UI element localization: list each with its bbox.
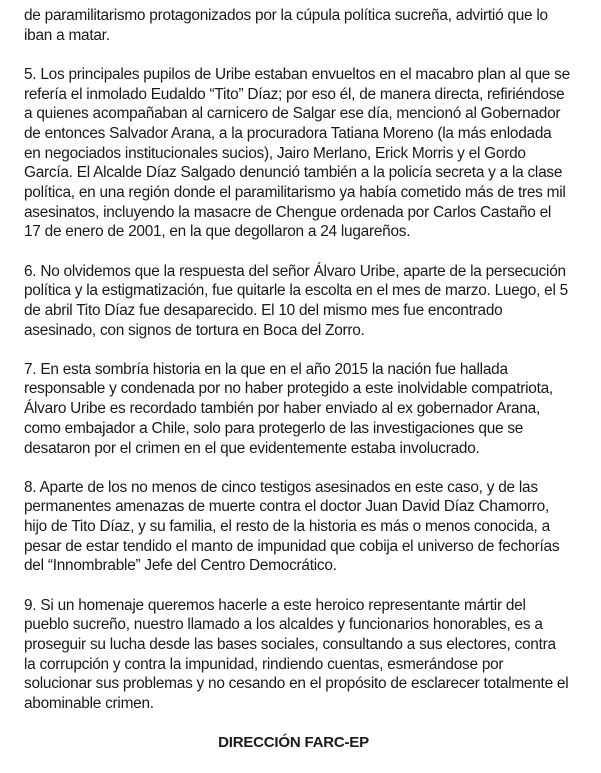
- text-line: la corrupción y contra la impunidad, rindiendo cuentas, esmerándose por: [24, 655, 504, 673]
- text-line: en negociados institucionales sucios), Jairo Merlano, Erick Morris y el Gordo: [24, 144, 526, 162]
- text-line: política y la estigmatización, fue quitarle la escolta en el mes de marzo. Luego, el 5: [24, 282, 568, 300]
- text-line: 17 de enero de 2001, en la que degollaron a 24 lugareños.: [24, 223, 411, 241]
- text-line: 5. Los principales pupilos de Uribe estaban envueltos en el macabro plan al que se: [24, 65, 570, 83]
- text-line: solucionar sus problemas y no cesando en el propósito de esclarecer totalmente el: [24, 675, 569, 693]
- text-line: de paramilitarismo protagonizados por la cúpula política sucreña, advirtió que lo: [24, 7, 548, 24]
- text-line: del “Innombrable” Jefe del Centro Democrático.: [24, 557, 337, 575]
- text-line: abominable crimen.: [24, 695, 154, 713]
- text-line: 8. Aparte de los no menos de cinco testigos asesinados en este caso, y de las: [24, 478, 538, 496]
- text-line: a quienes acompañaban al carnicero de Salgar ese día, mencionó al Gobernador: [24, 105, 561, 123]
- signature-text: DIRECCIÓN FARC-EP: [218, 734, 369, 752]
- paragraph-p6: [24, 262, 584, 341]
- text-line: Álvaro Uribe es recordado también por haber enviado al ex gobernador Arana,: [24, 400, 540, 418]
- text-line: de entonces Salvador Arana, a la procuradora Tatiana Moreno (la más enlodada: [24, 124, 552, 142]
- paragraph-p7: [24, 360, 584, 459]
- document-body: [24, 0, 584, 714]
- text-line: asesinatos, incluyendo la masacre de Chengue ordenada por Carlos Castaño el: [24, 203, 552, 221]
- text-line: de abril Tito Díaz fue desaparecido. El 10 del mismo mes fue encontrado: [24, 301, 503, 319]
- text-line: 9. Si un homenaje queremos hacerle a este heroico representante mártir del: [24, 596, 526, 614]
- paragraph-p9: [24, 596, 584, 714]
- text-line: refería el inmolado Eudaldo “Tito” Díaz; por eso él, de manera directa, refiriéndose: [24, 85, 565, 103]
- paragraph-p4-tail: [24, 6, 584, 45]
- text-line: pueblo sucreño, nuestro llamado a los alcaldes y funcionarios honorables, es a: [24, 616, 543, 634]
- text-line: pesar de estar tendido el manto de impunidad que cobija el universo de fechorías: [24, 537, 560, 555]
- signature: [0, 733, 601, 773]
- paragraph-p5: [24, 65, 584, 242]
- text-line: desataron por el crimen en el que evidentemente estaba involucrado.: [24, 439, 480, 457]
- text-line: responsable y condenada por no haber protegido a este inolvidable compatriota,: [24, 380, 553, 398]
- paragraph-p8: [24, 478, 584, 577]
- text-line: asesinado, con signos de tortura en Boca del Zorro.: [24, 321, 365, 339]
- text-line: permanentes amenazas de muerte contra el doctor Juan David Díaz Chamorro,: [24, 498, 549, 516]
- text-line: hijo de Tito Díaz, y su familia, el resto de la historia es más o menos conocida, a: [24, 518, 550, 536]
- text-line: iban a matar.: [24, 26, 110, 44]
- text-line: 6. No olvidemos que la respuesta del señor Álvaro Uribe, aparte de la persecución: [24, 262, 566, 280]
- text-line: 7. En esta sombría historia en la que en el año 2015 la nación fue hallada: [24, 360, 508, 378]
- text-line: política, en una región donde el paramilitarismo ya había cometido más de tres mil: [24, 184, 566, 202]
- text-line: como embajador a Chile, solo para protegerlo de las investigaciones que se: [24, 419, 524, 437]
- text-line: García. El Alcalde Díaz Salgado denunció también a la policía secreta y a la clase: [24, 164, 563, 182]
- text-line: proseguir su lucha desde las bases sociales, consultando a sus electores, contra: [24, 635, 556, 653]
